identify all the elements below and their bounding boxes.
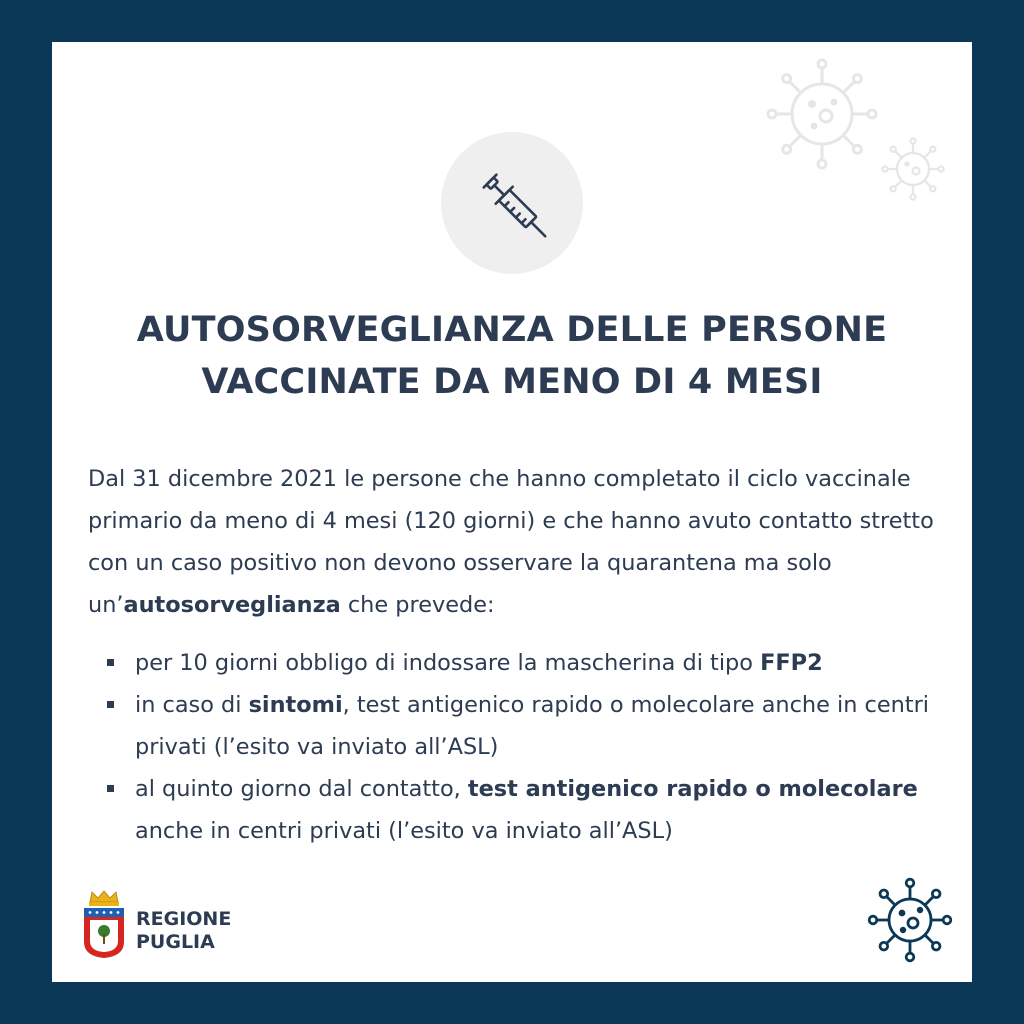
brand-line: PUGLIA	[136, 931, 215, 953]
list-item	[88, 642, 948, 684]
title-line: VACCINATE DA MENO DI 4 MESI	[201, 362, 823, 402]
intro-text: Dal 31 dicembre 2021 le persone che hanno completato il ciclo vaccinale primario da meno di 4 mesi (120 giorni) e che hanno avuto contatto stretto con un caso positivo non devono osservare la quarantena ma solo un’	[88, 466, 934, 618]
syringe-badge	[441, 132, 583, 274]
bullet-square-icon	[107, 785, 114, 792]
brand-name	[136, 908, 231, 954]
item-text: per 10 giorni obbligo di indossare la mascherina di tipo	[135, 650, 761, 676]
intro-bold: autosorveglianza	[123, 592, 341, 618]
virus-icon	[762, 54, 882, 174]
item-bold: sintomi	[248, 692, 343, 718]
info-card	[52, 42, 972, 982]
virus-icon	[880, 136, 946, 202]
list-item	[88, 684, 948, 768]
item-text: anche in centri privati (l’esito va inviato all’ASL)	[135, 818, 673, 844]
item-bold: FFP2	[760, 650, 823, 676]
item-text: , test antigenico rapido o molecolare anche in centri privati (l’esito va inviato all’ASL)	[135, 692, 930, 760]
syringe-icon	[467, 158, 557, 248]
page-title	[52, 304, 972, 408]
item-text: in caso di	[135, 692, 249, 718]
item-bold: test antigenico rapido o molecolare	[467, 776, 918, 802]
coat-of-arms-icon	[82, 890, 126, 960]
brand-line: REGIONE	[136, 908, 232, 930]
rules-list	[88, 642, 948, 852]
title-line: AUTOSORVEGLIANZA DELLE PERSONE	[136, 310, 888, 350]
intro-text: che prevede:	[340, 592, 495, 618]
intro-paragraph	[88, 458, 948, 626]
item-text: al quinto giorno dal contatto,	[135, 776, 468, 802]
bullet-square-icon	[107, 701, 114, 708]
bullet-square-icon	[107, 659, 114, 666]
virus-icon	[864, 874, 956, 966]
list-item	[88, 768, 948, 852]
